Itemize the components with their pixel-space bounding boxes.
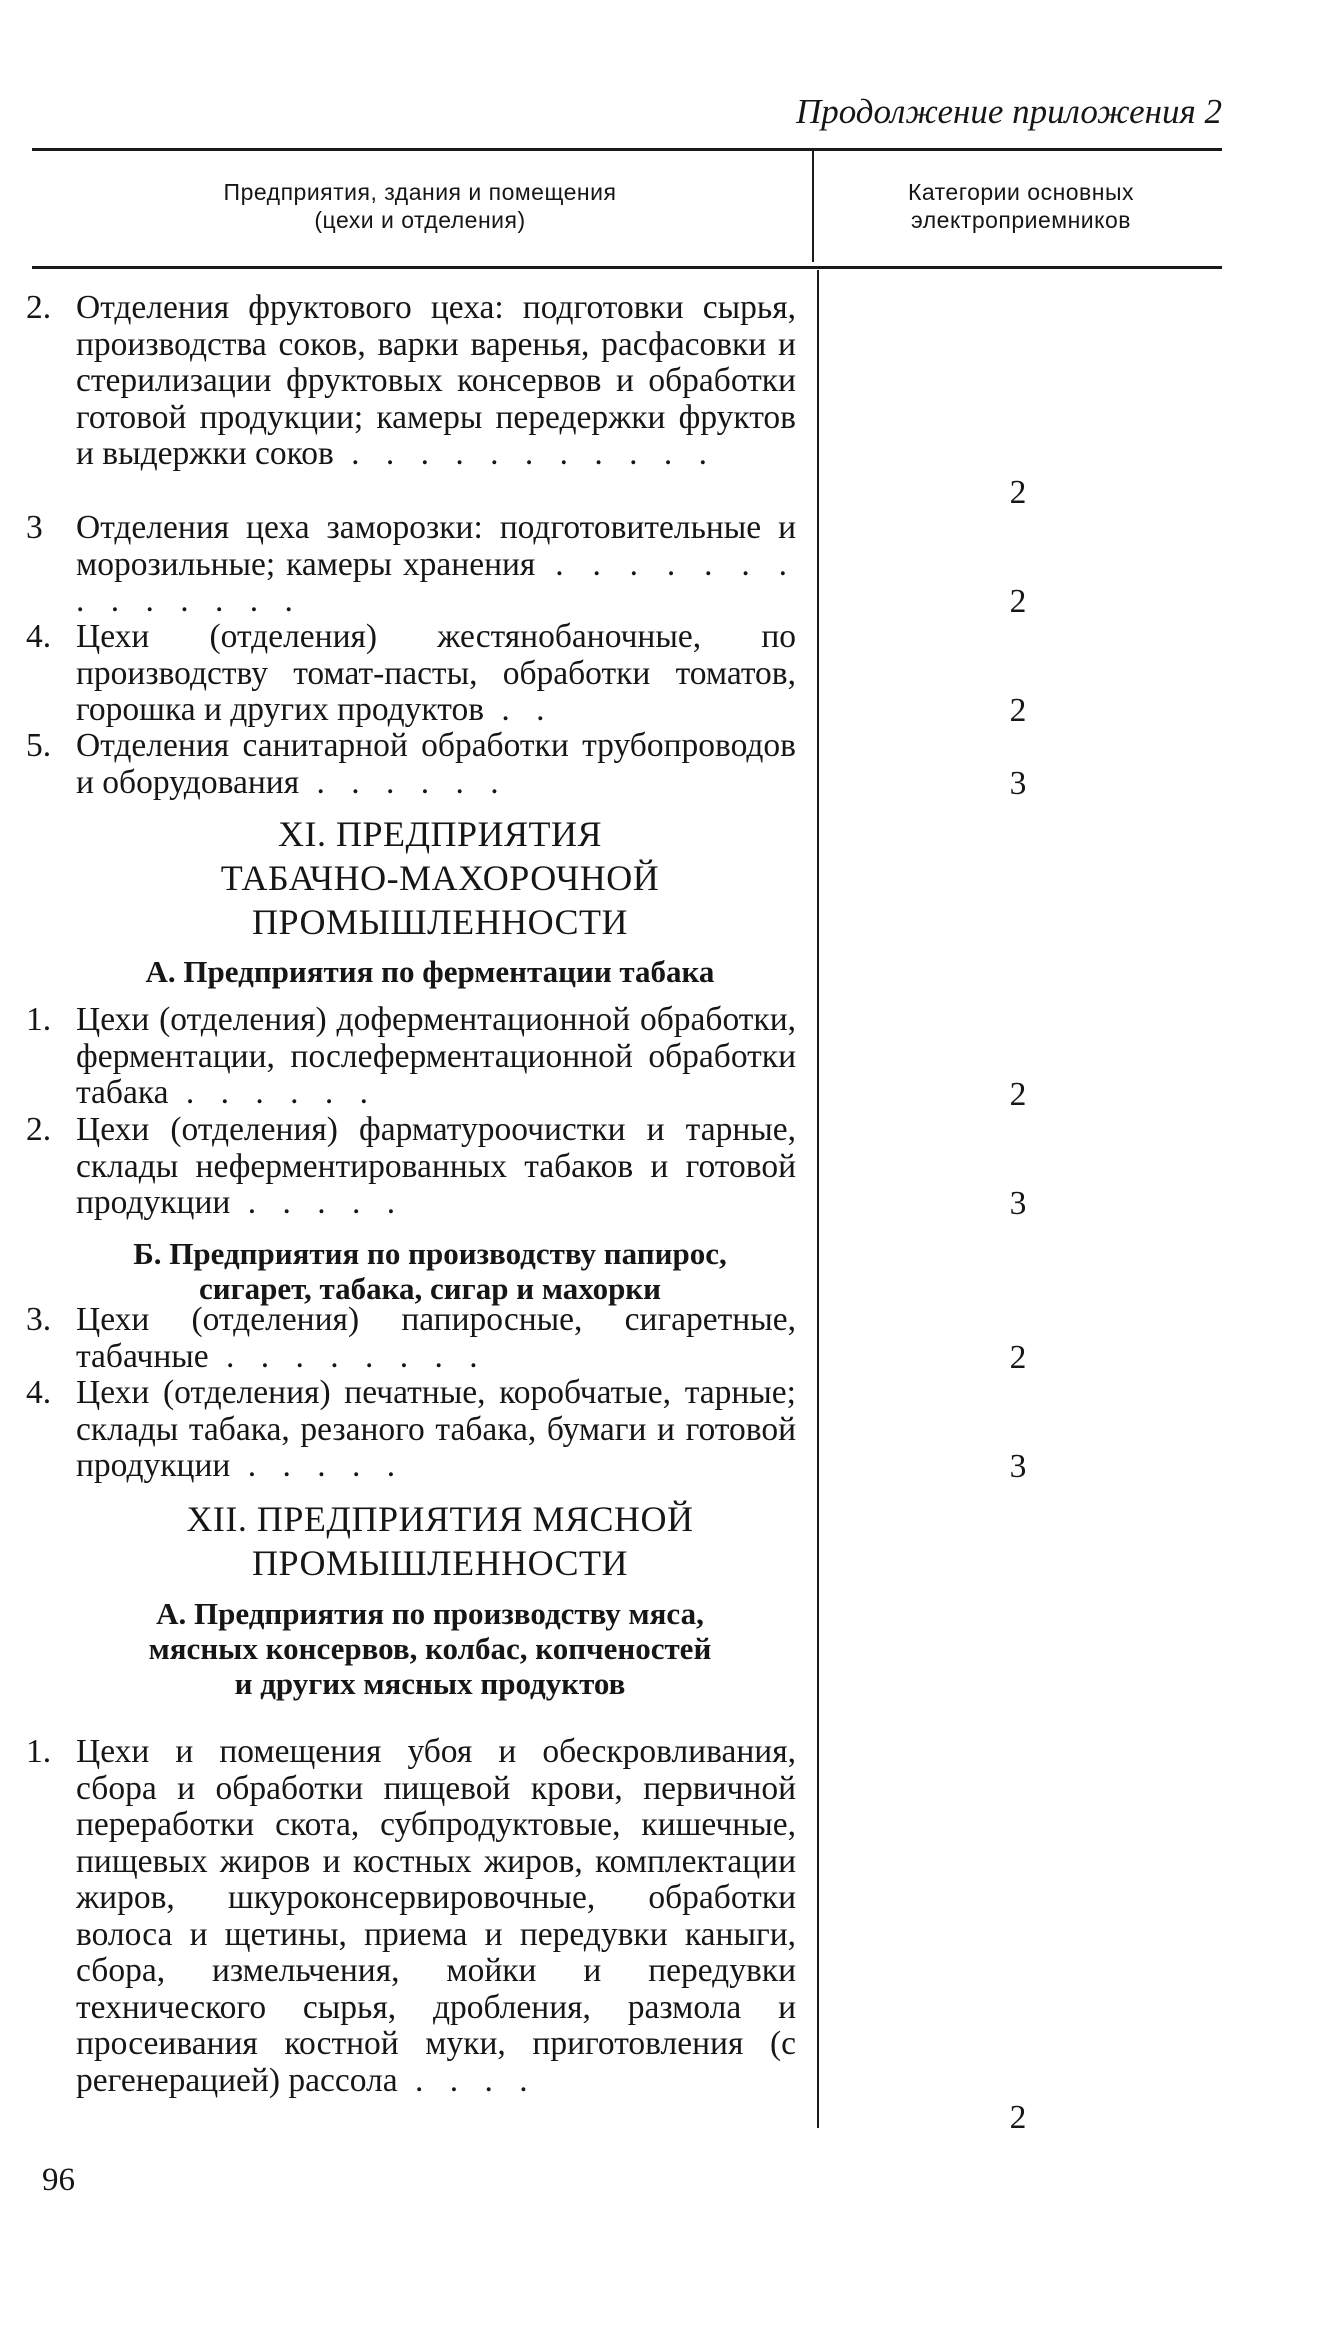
subsection-title-xi-b: Б. Предприятия по производству папирос, сигарет, табака, сигар и махорки	[133, 1236, 727, 1306]
list-item	[26, 728, 796, 801]
list-item	[26, 510, 796, 620]
category-value: 2	[1009, 1076, 1027, 1113]
leader-dots: . . . . . . . . . . .	[333, 435, 717, 472]
category-value: 2	[1009, 692, 1027, 729]
leader-dots: . .	[484, 691, 554, 728]
list-item	[26, 1375, 796, 1485]
item-number: 4.	[26, 1374, 52, 1411]
running-head: Продолжение приложения 2	[795, 92, 1222, 131]
category-value: 2	[1009, 583, 1027, 620]
item-number: 4.	[26, 618, 52, 655]
column-header-categories: Категории основных электроприемников	[907, 179, 1135, 233]
item-text: Отделения фруктового цеха: подготовки сырья, производства соков, варки варенья, расфасовки и стерилизации фруктовых консервов и обработки готовой продукции; камеры передержки фруктов и выдержки соков . . . . . . . . . . .	[76, 289, 796, 472]
leader-dots: . . . . . .	[168, 1074, 377, 1111]
category-value: 2	[1009, 474, 1027, 511]
list-item	[26, 1112, 796, 1222]
category-value: 2	[1009, 1339, 1027, 1376]
table-top-rule	[32, 148, 1222, 151]
category-value: 2	[1009, 2099, 1027, 2136]
list-item	[26, 1002, 796, 1112]
list-item	[26, 1302, 796, 1375]
item-number: 2.	[26, 289, 52, 326]
leader-dots: . . . . .	[230, 1447, 405, 1484]
item-text: Отделения санитарной обработки трубопроводов и оборудования . . . . . .	[76, 727, 796, 801]
item-number: 3	[26, 509, 43, 546]
item-text: Отделения цеха заморозки: подготовительные и морозильные; камеры хранения . . . . . . . . . . . . . .	[76, 509, 796, 619]
item-number: 1.	[26, 1001, 52, 1038]
leader-dots: . . . . . . . . . . . . . .	[76, 545, 796, 619]
list-item	[26, 1734, 796, 2099]
item-text: Цехи (отделения) фарматуроочистки и тарные, склады неферментированных табаков и готовой продукции . . . . .	[76, 1111, 796, 1221]
header-column-divider	[812, 150, 814, 262]
item-text: Цехи (отделения) жестянобаночные, по производству томат-пасты, обработки томатов, горошка и других продуктов . .	[76, 618, 796, 728]
item-number: 1.	[26, 1733, 52, 1770]
item-number: 5.	[26, 727, 52, 764]
column-header-enterprises: Предприятия, здания и помещения (цехи и отделения)	[223, 179, 617, 233]
table-header-rule	[32, 266, 1222, 269]
leader-dots: . . . . . . . .	[208, 1337, 487, 1375]
category-value: 3	[1009, 765, 1027, 802]
page-number: 96	[42, 2162, 75, 2198]
item-text: Цехи (отделения) доферментационной обработки, ферментации, послеферментационной обработки табака . . . . . .	[76, 1001, 796, 1111]
section-title-xii: XII. ПРЕДПРИЯТИЯ МЯСНОЙ ПРОМЫШЛЕННОСТИ	[186, 1499, 694, 1583]
leader-dots: . . . . .	[230, 1184, 405, 1221]
item-text: Цехи и помещения убоя и обескровливания, сбора и обработки пищевой крови, первичной переработки скота, субпродуктовые, кишечные, пищевых жиров и костных жиров, комплектации жиров, шкуроконсервировочные, обработки волоса и щетины, приема и передувки каныги, сбора, измельчения, мойки и передувки технического сырья, дробления, размола и просеивания костной муки, приготовления (с регенерацией) рассола . . . .	[76, 1733, 796, 2099]
leader-dots: . . . . . .	[299, 763, 508, 801]
subsection-title-xii-a: А. Предприятия по производству мяса, мясных консервов, колбас, копченостей и других мясных продуктов	[148, 1596, 712, 1701]
body-column-divider	[817, 270, 819, 2128]
item-text: Цехи (отделения) папиросные, сигаретные, табачные . . . . . . . .	[76, 1301, 796, 1375]
category-value: 3	[1009, 1185, 1027, 1222]
list-item	[26, 290, 796, 473]
leader-dots: . . . .	[397, 2061, 537, 2099]
section-title-xi: XI. ПРЕДПРИЯТИЯ ТАБАЧНО-МАХОРОЧНОЙ ПРОМЫШЛЕННОСТИ	[220, 814, 660, 942]
item-number: 2.	[26, 1111, 52, 1148]
subsection-title-xi-a: А. Предприятия по ферментации табака	[145, 954, 715, 989]
list-item	[26, 619, 796, 729]
category-value: 3	[1009, 1448, 1027, 1485]
item-text: Цехи (отделения) печатные, коробчатые, тарные; склады табака, резаного табака, бумаги и готовой продукции . . . . .	[76, 1374, 796, 1484]
item-number: 3.	[26, 1301, 52, 1338]
